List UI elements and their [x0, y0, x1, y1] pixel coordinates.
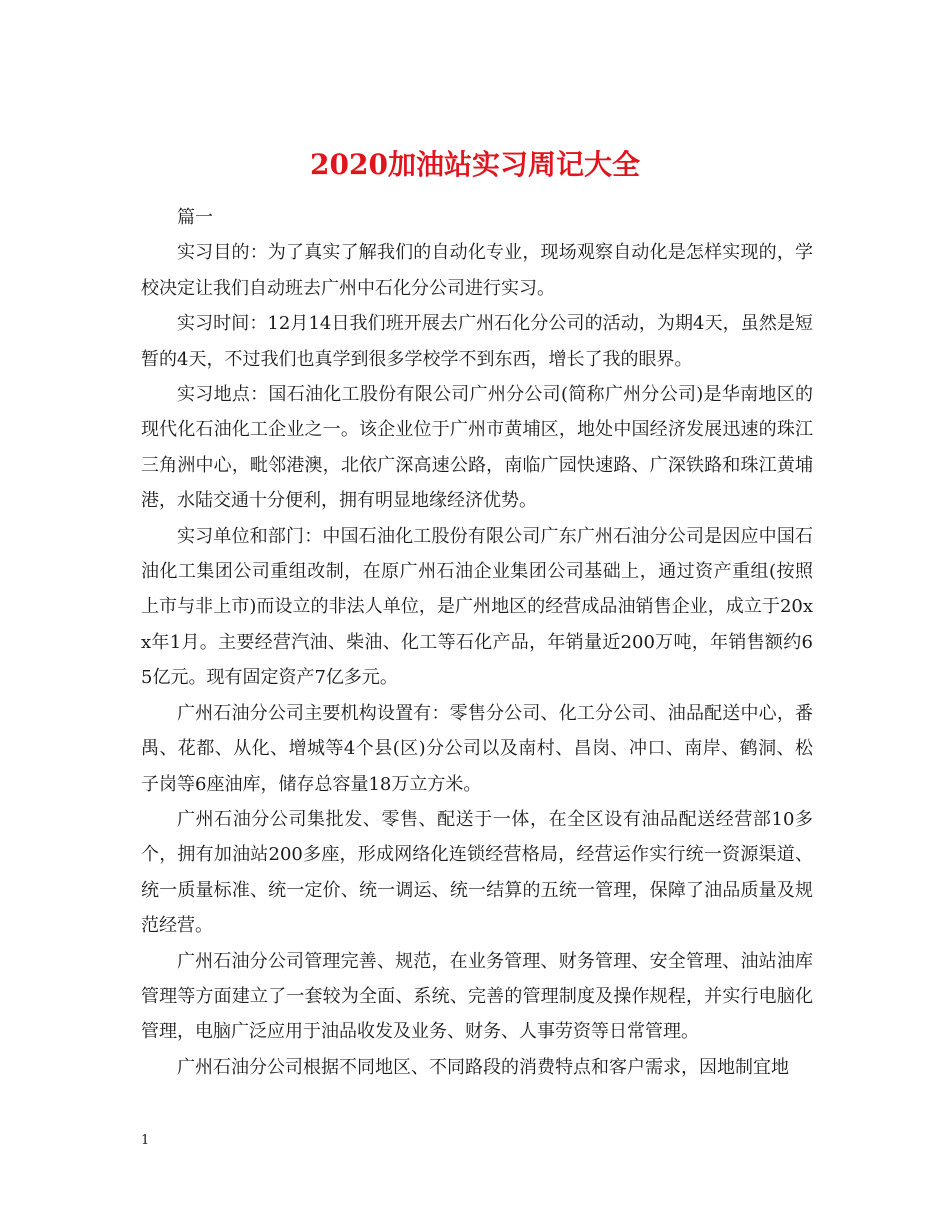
paragraph-operations: 广州石油分公司集批发、零售、配送于一体，在全区设有油品配送经营部10多个，拥有加油站200多座，形成网络化连锁经营格局，经营运作实行统一资源渠道、统一质量标准、统一定价、统一调运、统一结算的五统一管理，保障了油品质量及规范经营。 — [141, 808, 813, 937]
document-title: 2020加油站实习周记大全 — [310, 147, 640, 181]
paragraph-time: 实习时间：12月14日我们班开展去广州石化分公司的活动，为期4天，虽然是短暂的4天，不过我们也真学到很多学校学不到东西，增长了我的眼界。 — [141, 313, 813, 370]
paragraph-management: 广州石油分公司管理完善、规范，在业务管理、财务管理、安全管理、油站油库管理等方面建立了一套较为全面、系统、完善的管理制度及操作规程，并实行电脑化管理，电脑广泛应用于油品收发及业务、财务、人事劳资等日常管理。 — [141, 950, 813, 1043]
paragraph-organization: 广州石油分公司主要机构设置有：零售分公司、化工分公司、油品配送中心，番禺、花都、从化、增城等4个县(区)分公司以及南村、昌岗、冲口、南岸、鹤洞、松子岗等6座油库，储存总容量18万立方米。 — [141, 702, 813, 795]
document-body — [141, 200, 813, 1085]
page-number: 1 — [141, 1133, 150, 1148]
paragraph-purpose: 实习目的：为了真实了解我们的自动化专业，现场观察自动化是怎样实现的，学校决定让我们自动班去广州中石化分公司进行实习。 — [141, 242, 813, 299]
paragraph-unit: 实习单位和部门：中国石油化工股份有限公司广东广州石油分公司是因应中国石油化工集团公司重组改制，在原广州石油企业集团公司基础上，通过资产重组(按照上市与非上市)而设立的非法人单位，是广州地区的经营成品油销售企业，成立于20xx年1月。主要经营汽油、柴油、化工等石化产品，年销量近200万吨，年销售额约65亿元。现有固定资产7亿多元。 — [141, 525, 813, 689]
paragraph-strategy: 广州石油分公司根据不同地区、不同路段的消费特点和客户需求，因地制宜地 — [177, 1056, 789, 1078]
section-label: 篇一 — [177, 207, 213, 228]
paragraph-location: 实习地点：国石油化工股份有限公司广州分公司(简称广州分公司)是华南地区的现代化石油化工企业之一。该企业位于广州市黄埔区，地处中国经济发展迅速的珠江三角洲中心，毗邻港澳，北依广深高速公路，南临广园快速路、广深铁路和珠江黄埔港，水陆交通十分便利，拥有明显地缘经济优势。 — [141, 384, 813, 512]
